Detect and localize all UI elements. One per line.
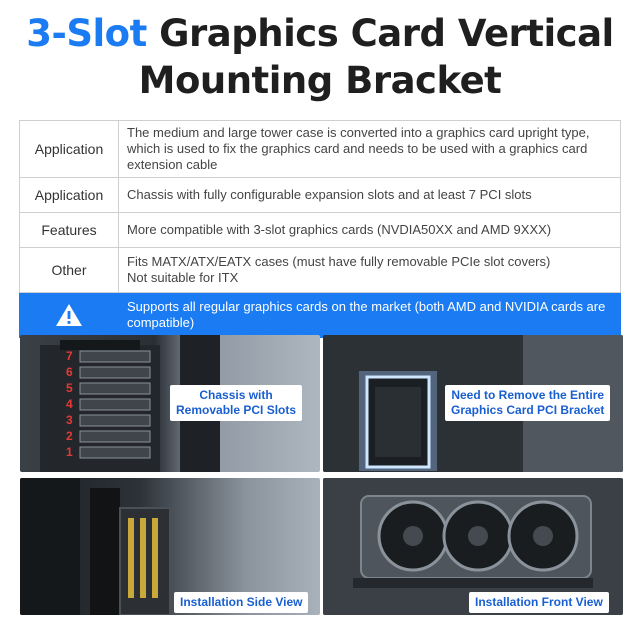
row-value [119,248,621,293]
title-accent: 3-Slot [26,12,147,55]
row-value: Chassis with fully configurable expansion slots and at least 7 PCI slots [119,178,621,213]
chassis-photo [20,335,320,472]
bracket-photo [323,335,623,472]
notice-row [20,293,621,338]
table-row [20,248,621,293]
pci-slot-cover [80,431,150,442]
row-label: Features [20,213,119,248]
page-title [0,10,640,104]
slot-number: 6 [66,365,73,379]
front-view-photo [323,478,623,615]
pci-slot-cover [80,399,150,410]
caption-chassis [170,385,302,421]
caption-line: Chassis with [199,388,273,402]
row-value-line: Not suitable for ITX [127,270,239,285]
caption-line: Graphics Card PCI Bracket [451,403,605,417]
caption-front-view: Installation Front View [469,592,609,613]
slot-number: 7 [66,349,73,363]
table-row [20,213,621,248]
row-label: Application [20,121,119,178]
row-value: More compatible with 3-slot graphics cards (NVDIA50XX and AMD 9XXX) [119,213,621,248]
caption-line: Need to Remove the Entire [451,388,605,402]
warning-triangle-icon [20,293,119,338]
row-label: Application [20,178,119,213]
pci-slot-cover [80,447,150,458]
caption-bracket [445,385,610,421]
pci-slot-cover [80,415,150,426]
caption-side-view: Installation Side View [174,592,308,613]
pci-slot-cover [80,383,150,394]
row-label: Other [20,248,119,293]
side-view-photo [20,478,320,615]
table-row [20,178,621,213]
slot-number: 2 [66,429,73,443]
row-value: The medium and large tower case is converted into a graphics card upright type, which is used to fix the graphics card and needs to be used with a graphics card extension cable [119,121,621,178]
slot-number: 1 [66,445,73,459]
caption-line: Removable PCI Slots [176,403,297,417]
title-line-1 [0,10,640,57]
pci-slot-cover [80,367,150,378]
title-rest: Graphics Card Vertical [159,12,614,55]
spec-table [19,120,621,338]
row-value-line: Fits MATX/ATX/EATX cases (must have fully removable PCIe slot covers) [127,254,551,269]
slot-number: 4 [66,397,73,411]
slot-number: 3 [66,413,73,427]
table-row [20,121,621,178]
notice-text: Supports all regular graphics cards on the market (both AMD and NVIDIA cards are compatible) [119,293,621,338]
pci-slot-cover [80,351,150,362]
slot-number: 5 [66,381,73,395]
title-line-2: Mounting Bracket [138,59,502,102]
